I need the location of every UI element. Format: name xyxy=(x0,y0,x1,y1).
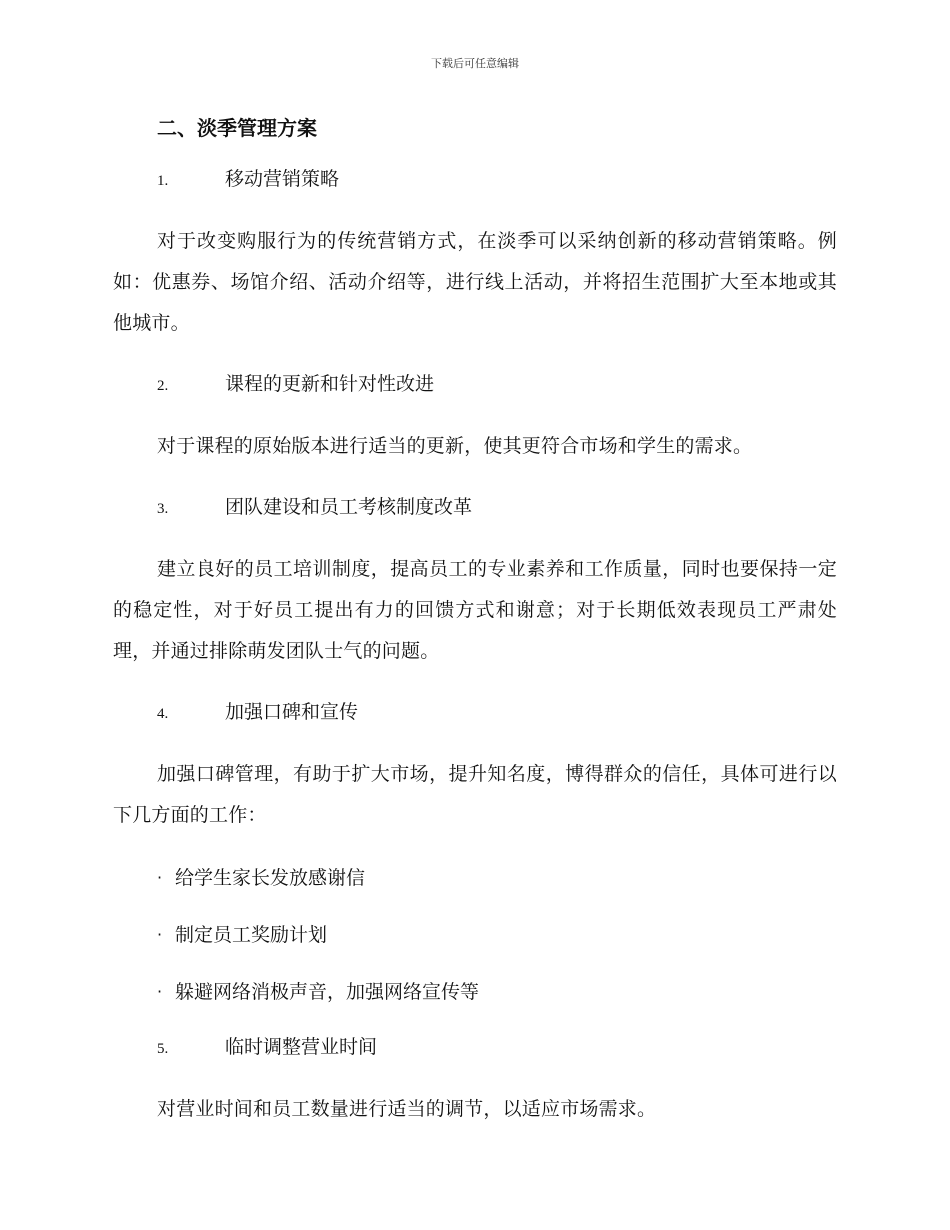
paragraph-1: 对于改变购服行为的传统营销方式，在淡季可以采纳创新的移动营销策略。例如：优惠券、场馆介绍、活动介绍等，进行线上活动，并将招生范围扩大至本地或其他城市。 xyxy=(113,230,837,334)
heading-number-3: 3. xyxy=(157,501,169,517)
paragraph-4: 加强口碑管理，有助于扩大市场，提升知名度，博得群众的信任，具体可进行以下几方面的工作： xyxy=(113,763,837,826)
paragraph-3: 建立良好的员工培训制度，提高员工的专业素养和工作质量，同时也要保持一定的稳定性，对于好员工提出有力的回馈方式和谢意；对于长期低效表现员工严肃处理，并通过排除萌发团队士气的问题。 xyxy=(113,558,837,662)
paragraph-5: 对营业时间和员工数量进行适当的调节，以适应市场需求。 xyxy=(157,1098,657,1120)
bullet-text-3: 躲避网络消极声音，加强网络宣传等 xyxy=(175,981,480,1003)
numbered-heading-3 xyxy=(157,492,837,524)
numbered-heading-5 xyxy=(157,1032,837,1064)
heading-label-1: 移动营销策略 xyxy=(225,168,340,190)
bullet-text-1: 给学生家长发放感谢信 xyxy=(175,867,366,889)
section-title: 二、淡季管理方案 xyxy=(157,116,317,140)
bullet-dot-icon: · xyxy=(157,925,163,944)
numbered-heading-2 xyxy=(157,369,837,401)
bullet-dot-icon: · xyxy=(157,982,163,1001)
heading-label-3: 团队建设和员工考核制度改革 xyxy=(225,496,473,518)
numbered-heading-4 xyxy=(157,697,837,729)
heading-number-2: 2. xyxy=(157,378,169,394)
heading-label-5: 临时调整营业时间 xyxy=(225,1036,378,1058)
bullet-item-3 xyxy=(157,975,837,1010)
heading-label-2: 课程的更新和针对性改进 xyxy=(225,373,435,395)
heading-number-5: 5. xyxy=(157,1041,169,1057)
paragraph-2: 对于课程的原始版本进行适当的更新，使其更符合市场和学生的需求。 xyxy=(157,435,753,457)
bullet-item-2 xyxy=(157,918,837,953)
heading-number-1: 1. xyxy=(157,173,169,189)
bullet-dot-icon: · xyxy=(157,868,163,887)
document-content xyxy=(113,112,837,1155)
numbered-heading-1 xyxy=(157,164,837,196)
heading-number-4: 4. xyxy=(157,706,169,722)
heading-label-4: 加强口碑和宣传 xyxy=(225,701,359,723)
page-header: 下载后可任意编辑 xyxy=(431,57,519,70)
bullet-item-1 xyxy=(157,861,837,896)
bullet-text-2: 制定员工奖励计划 xyxy=(175,924,328,946)
